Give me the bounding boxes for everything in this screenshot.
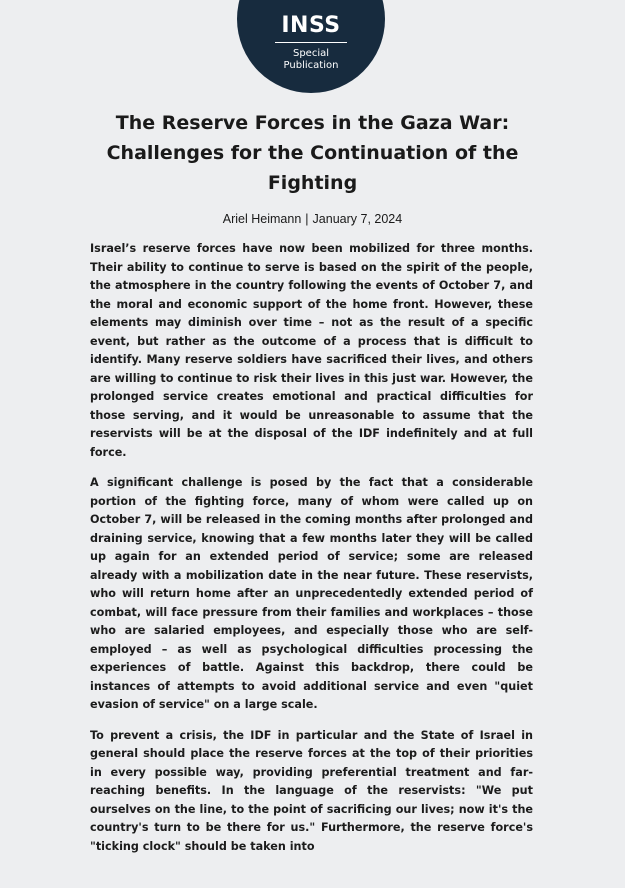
paragraph: A significant challenge is posed by the fact that a considerable portion of the fighting force, many of whom were called up on October 7, will be released in the coming months after prolonged and draining service, knowing that a few months later they will be called up again for an extended period of service; some are released already with a mobilization date in the near future. These reservists, who will return home after an unprecedentedly extended period of combat, will face pressure from their families and workplaces – those who are salaried employees, and especially those who are self-employed – as well as psychological difficulties processing the experiences of battle. Against this backdrop, there could be instances of attempts to avoid additional service and even "quiet evasion of service" on a large scale. [90, 476, 533, 711]
article-body [90, 240, 533, 868]
logo-divider [275, 42, 347, 43]
publication-type [237, 48, 385, 72]
publication-type-line1: Special [292, 48, 330, 59]
paragraph: Israel’s reserve forces have now been mobilized for three months. Their ability to continue to serve is based on the spirit of the people, the atmosphere in the country following the events of October 7, and the moral and economic support of the home front. However, these elements may diminish over time – not as the result of a specific event, but rather as the outcome of a process that is difficult to identify. Many reserve soldiers have sacrificed their lives, and others are willing to continue to risk their lives in this just war. However, the prolonged service creates emotional and practical difficulties for those serving, and it would be unreasonable to assume that the reservists will be at the disposal of the IDF indefinitely and at full force. [90, 242, 533, 459]
publication-date: January 7, 2024 [312, 212, 403, 226]
byline-separator: | [305, 212, 309, 226]
inss-badge [237, 0, 385, 93]
author-name: Ariel Heimann [222, 212, 302, 226]
publication-type-line2: Publication [283, 60, 339, 71]
article-title: The Reserve Forces in the Gaza War: Challenges for the Continuation of the Fighting [106, 112, 519, 194]
inss-logo: INSS [281, 13, 341, 38]
byline [0, 211, 625, 227]
paragraph: To prevent a crisis, the IDF in particular and the State of Israel in general should place the reserve forces at the top of their priorities in every possible way, providing preferential treatment and far-reaching benefits. In the language of the reservists: "We put ourselves on the line, to the point of sacrificing our lives; now it's the country's turn to be there for us." Furthermore, the reserve force's "ticking clock" should be taken into [90, 728, 533, 853]
